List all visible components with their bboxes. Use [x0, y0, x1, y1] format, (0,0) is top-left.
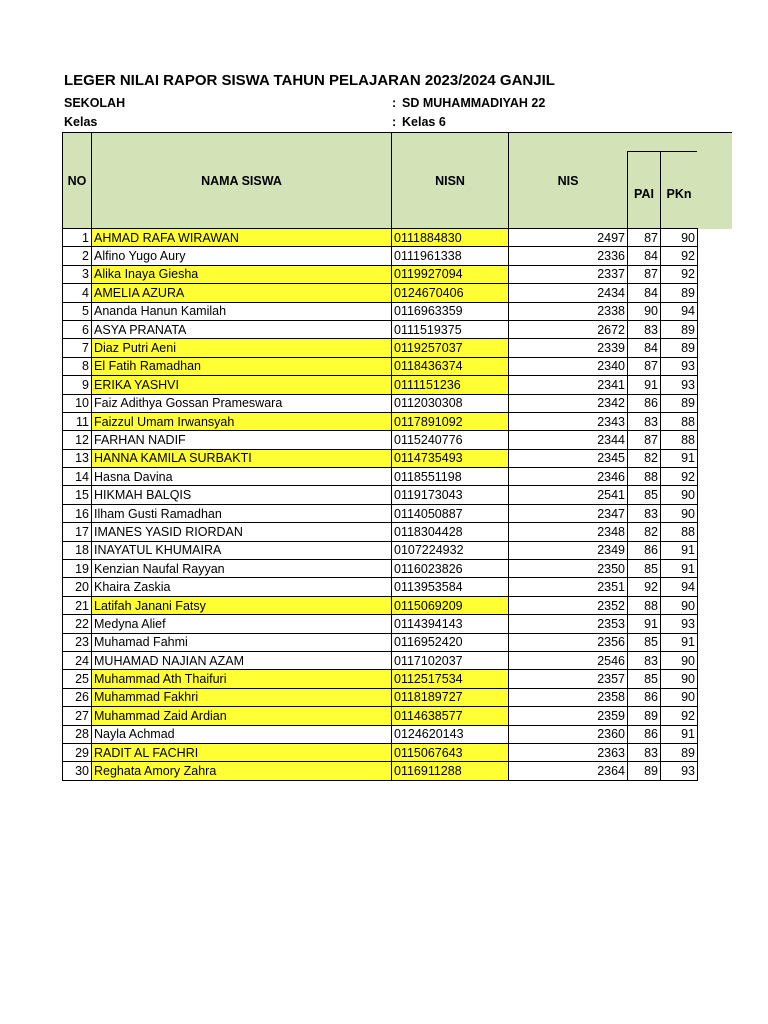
table-row — [63, 762, 698, 780]
student-nis: 2358 — [509, 688, 628, 706]
grade-pai: 89 — [628, 762, 661, 780]
grade-pkn: 93 — [661, 762, 698, 780]
student-nisn: 0115240776 — [392, 431, 509, 449]
grade-pai: 87 — [628, 265, 661, 283]
table-row — [63, 431, 698, 449]
header-pai — [627, 151, 661, 229]
grade-pkn: 94 — [661, 302, 698, 320]
student-name: El Fatih Ramadhan — [92, 357, 392, 375]
grade-pai: 84 — [628, 339, 661, 357]
student-nisn: 0116952420 — [392, 633, 509, 651]
student-nis: 2364 — [509, 762, 628, 780]
grade-pai: 86 — [628, 394, 661, 412]
header-nisn-label: NISN — [435, 173, 465, 188]
table-row — [63, 449, 698, 467]
student-nis: 2546 — [509, 651, 628, 669]
table-row — [63, 651, 698, 669]
student-nisn: 0115067643 — [392, 743, 509, 761]
student-nis: 2357 — [509, 670, 628, 688]
student-nisn: 0118189727 — [392, 688, 509, 706]
row-no: 26 — [63, 688, 92, 706]
student-nis: 2343 — [509, 412, 628, 430]
student-name: HANNA KAMILA SURBAKTI — [92, 449, 392, 467]
grade-pai: 84 — [628, 247, 661, 265]
grade-pai: 86 — [628, 688, 661, 706]
grade-pai: 83 — [628, 651, 661, 669]
grade-pai: 92 — [628, 578, 661, 596]
student-nis: 2336 — [509, 247, 628, 265]
row-no: 18 — [63, 541, 92, 559]
header-subject-group — [627, 132, 732, 152]
student-nis: 2340 — [509, 357, 628, 375]
row-no: 9 — [63, 376, 92, 394]
grade-pkn: 92 — [661, 265, 698, 283]
class-label: Kelas — [64, 115, 98, 129]
student-nisn: 0112517534 — [392, 670, 509, 688]
grade-pai: 87 — [628, 357, 661, 375]
student-name: Diaz Putri Aeni — [92, 339, 392, 357]
table-row — [63, 357, 698, 375]
header-extra — [697, 151, 732, 229]
row-no: 19 — [63, 560, 92, 578]
grade-pkn: 91 — [661, 541, 698, 559]
student-name: Hasna Davina — [92, 468, 392, 486]
student-nisn: 0117891092 — [392, 412, 509, 430]
table-row — [63, 412, 698, 430]
student-nisn: 0116963359 — [392, 302, 509, 320]
row-no: 22 — [63, 615, 92, 633]
student-name: AMELIA AZURA — [92, 284, 392, 302]
grade-pai: 88 — [628, 596, 661, 614]
student-nis: 2349 — [509, 541, 628, 559]
student-nis: 2341 — [509, 376, 628, 394]
row-no: 25 — [63, 670, 92, 688]
grade-pkn: 88 — [661, 431, 698, 449]
student-nis: 2363 — [509, 743, 628, 761]
row-no: 4 — [63, 284, 92, 302]
row-no: 12 — [63, 431, 92, 449]
grade-pkn: 90 — [661, 596, 698, 614]
header-nis — [508, 132, 628, 229]
row-no: 3 — [63, 265, 92, 283]
grade-pai: 87 — [628, 229, 661, 247]
grade-pkn: 88 — [661, 412, 698, 430]
table-row — [63, 615, 698, 633]
grade-pkn: 92 — [661, 247, 698, 265]
row-no: 15 — [63, 486, 92, 504]
student-nis: 2342 — [509, 394, 628, 412]
grade-pai: 82 — [628, 523, 661, 541]
row-no: 23 — [63, 633, 92, 651]
grade-pkn: 90 — [661, 486, 698, 504]
grade-pkn: 90 — [661, 670, 698, 688]
grade-pkn: 90 — [661, 504, 698, 522]
class-separator: : — [392, 115, 397, 129]
student-nisn: 0117102037 — [392, 651, 509, 669]
student-name: Reghata Amory Zahra — [92, 762, 392, 780]
student-name: Alika Inaya Giesha — [92, 265, 392, 283]
grade-pai: 83 — [628, 743, 661, 761]
row-no: 2 — [63, 247, 92, 265]
student-nisn: 0124620143 — [392, 725, 509, 743]
student-nisn: 0107224932 — [392, 541, 509, 559]
student-nisn: 0111519375 — [392, 320, 509, 338]
student-name: RADIT AL FACHRI — [92, 743, 392, 761]
header-nis-label: NIS — [557, 173, 579, 188]
header-no-label: NO — [67, 173, 87, 188]
table-row — [63, 560, 698, 578]
row-no: 13 — [63, 449, 92, 467]
student-nisn: 0119173043 — [392, 486, 509, 504]
row-no: 24 — [63, 651, 92, 669]
row-no: 14 — [63, 468, 92, 486]
row-no: 8 — [63, 357, 92, 375]
student-nis: 2360 — [509, 725, 628, 743]
student-nis: 2350 — [509, 560, 628, 578]
grade-pai: 85 — [628, 486, 661, 504]
grade-pai: 84 — [628, 284, 661, 302]
table-row — [63, 523, 698, 541]
student-nis: 2541 — [509, 486, 628, 504]
grade-pai: 88 — [628, 468, 661, 486]
student-nis: 2337 — [509, 265, 628, 283]
header-name-label: NAMA SISWA — [201, 173, 282, 188]
student-name: Ilham Gusti Ramadhan — [92, 504, 392, 522]
grade-pai: 91 — [628, 376, 661, 394]
row-no: 5 — [63, 302, 92, 320]
student-nisn: 0111151236 — [392, 376, 509, 394]
header-pai-label: PAI — [634, 187, 654, 201]
student-nis: 2359 — [509, 707, 628, 725]
table-row — [63, 339, 698, 357]
student-name: IMANES YASID RIORDAN — [92, 523, 392, 541]
student-nisn: 0113953584 — [392, 578, 509, 596]
student-nis: 2345 — [509, 449, 628, 467]
table-row — [63, 486, 698, 504]
row-no: 6 — [63, 320, 92, 338]
table-row — [63, 376, 698, 394]
student-name: Medyna Alief — [92, 615, 392, 633]
student-name: Nayla Achmad — [92, 725, 392, 743]
table-row — [63, 247, 698, 265]
student-name: Khaira Zaskia — [92, 578, 392, 596]
grade-pkn: 92 — [661, 707, 698, 725]
table-row — [63, 541, 698, 559]
grade-pkn: 89 — [661, 394, 698, 412]
grade-pai: 86 — [628, 725, 661, 743]
student-nis: 2497 — [509, 229, 628, 247]
table-row — [63, 302, 698, 320]
student-nisn: 0114638577 — [392, 707, 509, 725]
grade-pai: 91 — [628, 615, 661, 633]
grade-pai: 83 — [628, 320, 661, 338]
grade-pai: 86 — [628, 541, 661, 559]
table-row — [63, 265, 698, 283]
table-row — [63, 229, 698, 247]
grade-pai: 87 — [628, 431, 661, 449]
table-row — [63, 707, 698, 725]
table-row — [63, 670, 698, 688]
student-nis: 2351 — [509, 578, 628, 596]
row-no: 7 — [63, 339, 92, 357]
row-no: 28 — [63, 725, 92, 743]
student-name: Muhammad Ath Thaifuri — [92, 670, 392, 688]
row-no: 16 — [63, 504, 92, 522]
student-nisn: 0114394143 — [392, 615, 509, 633]
grade-pkn: 91 — [661, 449, 698, 467]
student-name: Alfino Yugo Aury — [92, 247, 392, 265]
grade-pkn: 90 — [661, 688, 698, 706]
header-pkn-label: PKn — [666, 187, 692, 201]
student-nisn: 0118551198 — [392, 468, 509, 486]
student-nis: 2672 — [509, 320, 628, 338]
table-row — [63, 743, 698, 761]
grade-pai: 85 — [628, 670, 661, 688]
student-nis: 2348 — [509, 523, 628, 541]
row-no: 30 — [63, 762, 92, 780]
student-nisn: 0124670406 — [392, 284, 509, 302]
student-name: ASYA PRANATA — [92, 320, 392, 338]
student-name: Latifah Janani Fatsy — [92, 596, 392, 614]
grade-pkn: 89 — [661, 743, 698, 761]
grade-pai: 85 — [628, 633, 661, 651]
header-no — [62, 132, 92, 229]
row-no: 27 — [63, 707, 92, 725]
table-row — [63, 725, 698, 743]
student-name: AHMAD RAFA WIRAWAN — [92, 229, 392, 247]
student-nisn: 0115069209 — [392, 596, 509, 614]
student-nis: 2434 — [509, 284, 628, 302]
student-nis: 2353 — [509, 615, 628, 633]
grade-pkn: 93 — [661, 615, 698, 633]
grade-pkn: 94 — [661, 578, 698, 596]
grade-pai: 85 — [628, 560, 661, 578]
student-nisn: 0111884830 — [392, 229, 509, 247]
grade-pai: 89 — [628, 707, 661, 725]
student-nisn: 0116911288 — [392, 762, 509, 780]
table-row — [63, 394, 698, 412]
grade-pkn: 92 — [661, 468, 698, 486]
table-row — [63, 284, 698, 302]
student-nis: 2347 — [509, 504, 628, 522]
student-name: Ananda Hanun Kamilah — [92, 302, 392, 320]
student-nisn: 0116023826 — [392, 560, 509, 578]
table-row — [63, 633, 698, 651]
school-name: SD MUHAMMADIYAH 22 — [402, 96, 546, 110]
row-no: 11 — [63, 412, 92, 430]
grade-pai: 90 — [628, 302, 661, 320]
table-row — [63, 688, 698, 706]
student-nis: 2338 — [509, 302, 628, 320]
student-nisn: 0118436374 — [392, 357, 509, 375]
grades-table — [62, 228, 698, 781]
student-nis: 2344 — [509, 431, 628, 449]
student-nisn: 0118304428 — [392, 523, 509, 541]
table-row — [63, 468, 698, 486]
student-name: MUHAMAD NAJIAN AZAM — [92, 651, 392, 669]
grade-pai: 83 — [628, 412, 661, 430]
table-row — [63, 578, 698, 596]
table-row — [63, 596, 698, 614]
grade-pkn: 89 — [661, 284, 698, 302]
student-name: Muhammad Fakhri — [92, 688, 392, 706]
student-name: Faiz Adithya Gossan Prameswara — [92, 394, 392, 412]
student-name: FARHAN NADIF — [92, 431, 392, 449]
student-nisn: 0111961338 — [392, 247, 509, 265]
student-nisn: 0112030308 — [392, 394, 509, 412]
row-no: 20 — [63, 578, 92, 596]
grade-pkn: 91 — [661, 725, 698, 743]
school-label: SEKOLAH — [64, 96, 126, 110]
row-no: 1 — [63, 229, 92, 247]
student-nisn: 0119257037 — [392, 339, 509, 357]
student-nis: 2352 — [509, 596, 628, 614]
student-nisn: 0119927094 — [392, 265, 509, 283]
grade-pai: 82 — [628, 449, 661, 467]
grade-pkn: 89 — [661, 339, 698, 357]
class-value: Kelas 6 — [402, 115, 446, 129]
header-nisn — [391, 132, 509, 229]
student-nisn: 0114050887 — [392, 504, 509, 522]
table-row — [63, 320, 698, 338]
header-pkn — [660, 151, 698, 229]
grade-pkn: 93 — [661, 376, 698, 394]
table-row — [63, 504, 698, 522]
grade-pkn: 90 — [661, 651, 698, 669]
grade-pkn: 93 — [661, 357, 698, 375]
student-name: Kenzian Naufal Rayyan — [92, 560, 392, 578]
student-name: Muhamad Fahmi — [92, 633, 392, 651]
grade-pkn: 88 — [661, 523, 698, 541]
grade-pkn: 89 — [661, 320, 698, 338]
student-name: Faizzul Umam Irwansyah — [92, 412, 392, 430]
school-separator: : — [392, 96, 397, 110]
grade-pkn: 90 — [661, 229, 698, 247]
student-nis: 2346 — [509, 468, 628, 486]
student-nis: 2339 — [509, 339, 628, 357]
header-name — [91, 132, 392, 229]
student-nis: 2356 — [509, 633, 628, 651]
student-name: HIKMAH BALQIS — [92, 486, 392, 504]
row-no: 21 — [63, 596, 92, 614]
row-no: 10 — [63, 394, 92, 412]
grade-pkn: 91 — [661, 633, 698, 651]
student-name: Muhammad Zaid Ardian — [92, 707, 392, 725]
student-name: INAYATUL KHUMAIRA — [92, 541, 392, 559]
grade-pkn: 91 — [661, 560, 698, 578]
page-title: LEGER NILAI RAPOR SISWA TAHUN PELAJARAN 2023/2024 GANJIL — [64, 72, 555, 89]
grade-pai: 83 — [628, 504, 661, 522]
student-nisn: 0114735493 — [392, 449, 509, 467]
row-no: 29 — [63, 743, 92, 761]
row-no: 17 — [63, 523, 92, 541]
student-name: ERIKA YASHVI — [92, 376, 392, 394]
